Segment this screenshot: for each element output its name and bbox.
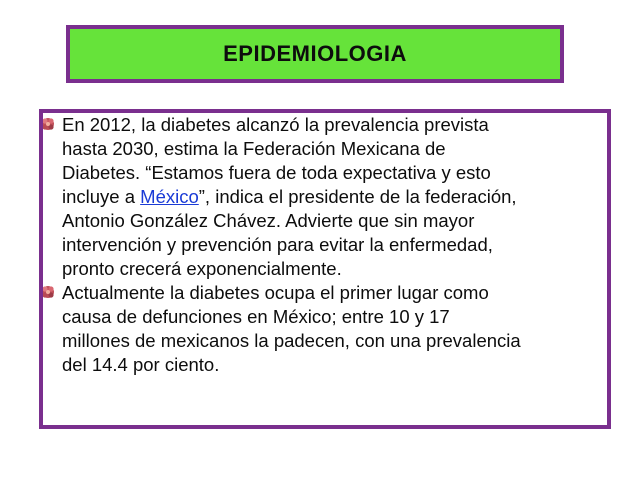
mexico-link[interactable]: México xyxy=(140,186,199,207)
paragraph-line: pronto crecerá exponencialmente. xyxy=(62,258,342,279)
paragraph-line: causa de defunciones en México; entre 10 y 17 xyxy=(62,306,450,327)
paragraph-line: millones de mexicanos la padecen, con una prevalencia xyxy=(62,330,521,351)
title-box xyxy=(66,25,564,83)
paragraph-line: Antonio González Chávez. Advierte que sin mayor xyxy=(62,210,475,231)
text-segment: incluye a xyxy=(62,186,141,207)
paragraph-line: Actualmente la diabetes ocupa el primer lugar como xyxy=(62,282,489,303)
paragraph-line: Diabetes. “Estamos fuera de toda expectativa y esto xyxy=(62,162,491,183)
paragraph-line xyxy=(62,185,594,209)
slide-title: EPIDEMIOLOGIA xyxy=(223,41,407,66)
paragraph-line: En 2012, la diabetes alcanzó la prevalencia prevista xyxy=(62,114,489,135)
paragraph-line: hasta 2030, estima la Federación Mexicana de xyxy=(62,138,446,159)
text-segment: ”, indica el presidente de la federación, xyxy=(198,186,517,207)
paragraph-line: del 14.4 por ciento. xyxy=(62,354,220,375)
paragraph-line: intervención y prevención para evitar la enfermedad, xyxy=(62,234,493,255)
